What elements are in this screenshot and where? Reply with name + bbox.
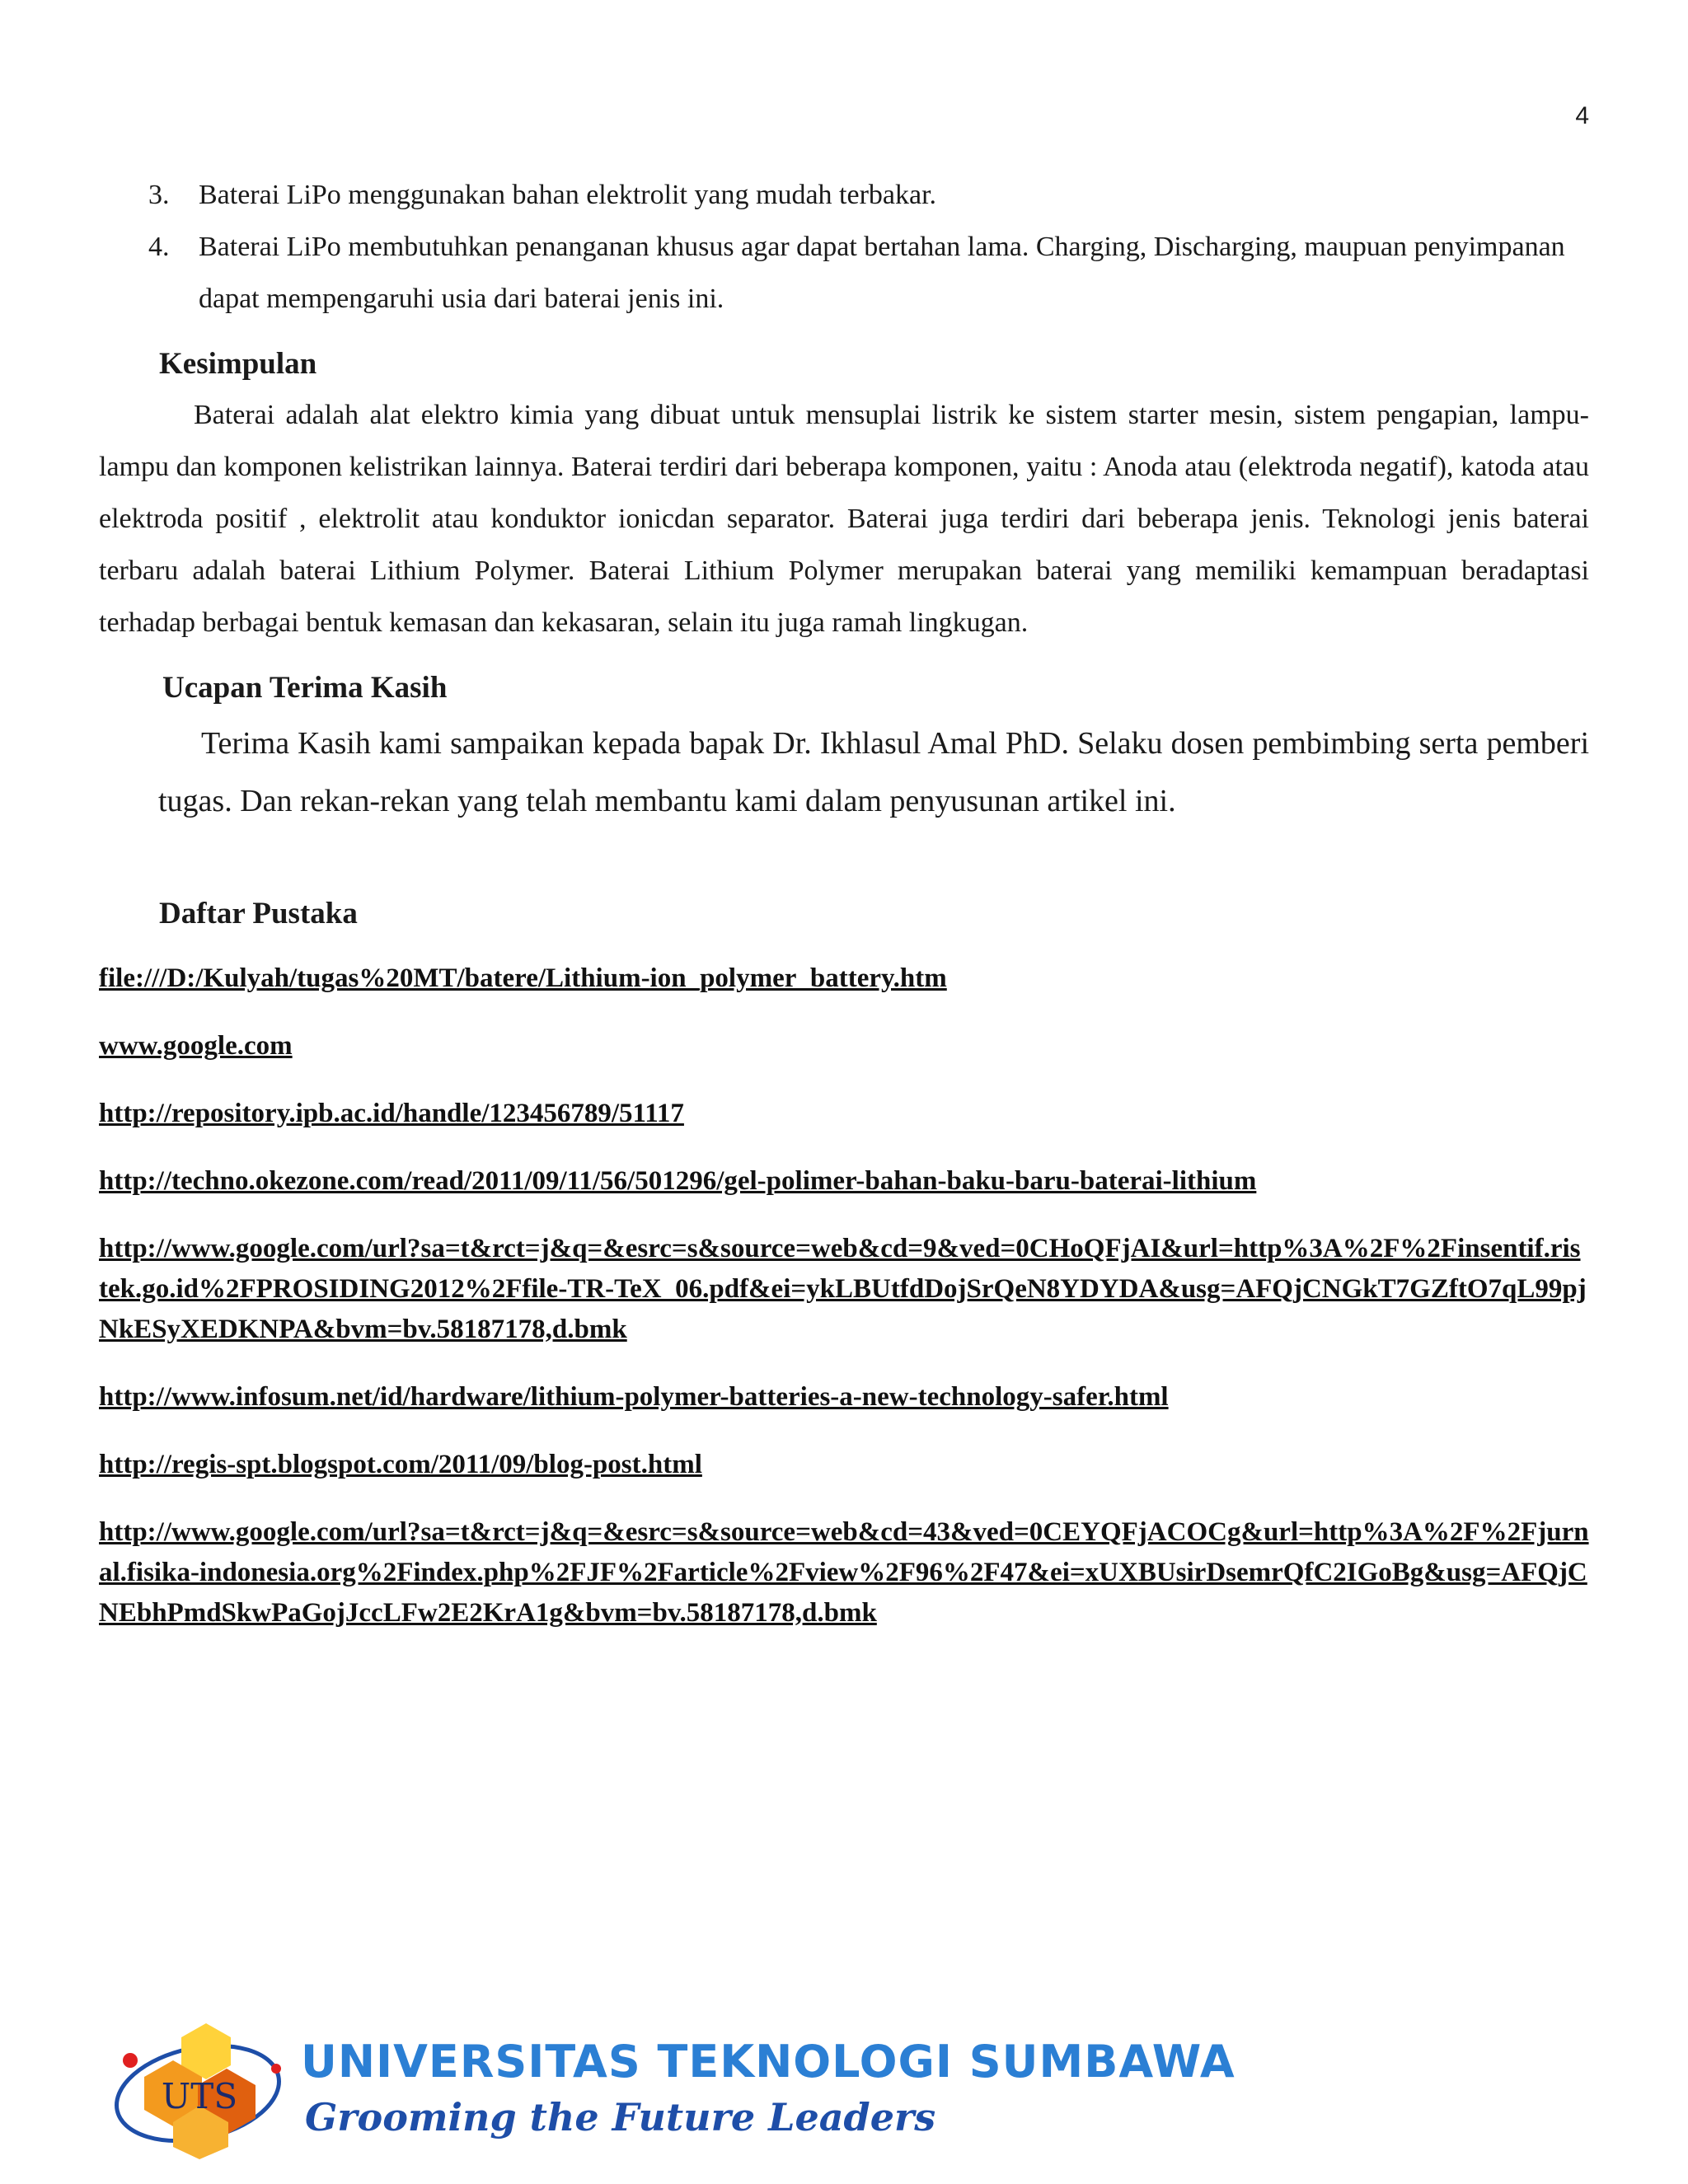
kesimpulan-paragraph: Baterai adalah alat elektro kimia yang dibuat untuk mensuplai listrik ke sistem starter mesin, sistem pengapian, lampu-lampu dan komponen kelistrikan lainnya. Baterai terdiri dari beberapa komponen, yaitu : Anoda atau (elektroda negatif), katoda atau elektroda positif , elektrolit atau konduktor ionicdan separator. Baterai juga terdiri dari beberapa jenis. Teknologi jenis baterai terbaru adalah baterai Lithium Polymer. Baterai Lithium Polymer merupakan baterai yang memiliki kemampuan beradaptasi terhadap berbagai bentuk kemasan dan kekasaran, selain itu juga ramah lingkugan. xyxy=(99,400,1589,638)
list-item-number: 4. xyxy=(148,232,170,262)
page-number: 4 xyxy=(1575,102,1589,129)
reference-link[interactable]: http://www.google.com/url?sa=t&rct=j&q=&esrc=s&source=web&cd=9&ved=0CHoQFjAI&url=http%3A%2F%2Finsentif.ristek.go.id%2FPROSIDING2012%2Ffile-TR-TeX_06.pdf&ei=ykLBUtfdDojSrQeN8YDYDA&usg=AFQjCNGkT7GZftO7qL99pjNkESyXEDKNPA&bvm=bv.58187178,d.bmk xyxy=(99,1234,1587,1344)
reference-link[interactable]: http://techno.okezone.com/read/2011/09/11/56/501296/gel-polimer-bahan-baku-baru-baterai-lithium xyxy=(99,1166,1257,1196)
ucapan-heading: Ucapan Terima Kasih xyxy=(162,671,448,705)
university-footer xyxy=(107,2011,1236,2159)
reference-link[interactable]: www.google.com xyxy=(99,1031,293,1061)
university-tagline: Grooming the Future Leaders xyxy=(305,2095,936,2139)
list-item xyxy=(99,221,1589,325)
university-logo-icon xyxy=(107,2011,297,2159)
list-item-text: Baterai LiPo membutuhkan penanganan khusus agar dapat bertahan lama. Charging, Discharging, maupuan penyimpanan dapat mempengaruhi usia dari baterai jenis ini. xyxy=(199,232,1565,314)
list-item-number: 3. xyxy=(148,180,170,210)
daftar-pustaka-heading: Daftar Pustaka xyxy=(159,897,358,930)
reference-link[interactable]: file:///D:/Kulyah/tugas%20MT/batere/Lithium-ion_polymer_battery.htm xyxy=(99,963,947,993)
university-name: UNIVERSITAS TEKNOLOGI SUMBAWA xyxy=(301,2036,1236,2088)
reference-link[interactable]: http://repository.ipb.ac.id/handle/123456789/51117 xyxy=(99,1099,684,1128)
ucapan-paragraph: Terima Kasih kami sampaikan kepada bapak Dr. Ikhlasul Amal PhD. Selaku dosen pembimbing serta pemberi tugas. Dan rekan-rekan yang telah membantu kami dalam penyusunan artikel ini. xyxy=(158,726,1589,818)
numbered-list xyxy=(99,169,1589,325)
list-item-text: Baterai LiPo menggunakan bahan elektrolit yang mudah terbakar. xyxy=(199,180,937,210)
reference-link[interactable]: http://regis-spt.blogspot.com/2011/09/blog-post.html xyxy=(99,1450,702,1479)
reference-link[interactable]: http://www.infosum.net/id/hardware/lithium-polymer-batteries-a-new-technology-safer.html xyxy=(99,1382,1169,1412)
document-body xyxy=(99,169,1589,1661)
reference-list xyxy=(99,958,1589,1633)
list-item xyxy=(99,169,1589,221)
kesimpulan-heading: Kesimpulan xyxy=(159,347,317,381)
logo-text: UTS xyxy=(161,2076,238,2116)
reference-link[interactable]: http://www.google.com/url?sa=t&rct=j&q=&esrc=s&source=web&cd=43&ved=0CEYQFjACOCg&url=http%3A%2F%2Fjurnal.fisika-indonesia.org%2Findex.php%2FJF%2Farticle%2Fview%2F96%2F47&ei=xUXBUsirDsemrQfC2IGoBg&usg=AFQjCNEbhPmdSkwPaGojJccLFw2E2KrA1g&bvm=bv.58187178,d.bmk xyxy=(99,1517,1589,1628)
